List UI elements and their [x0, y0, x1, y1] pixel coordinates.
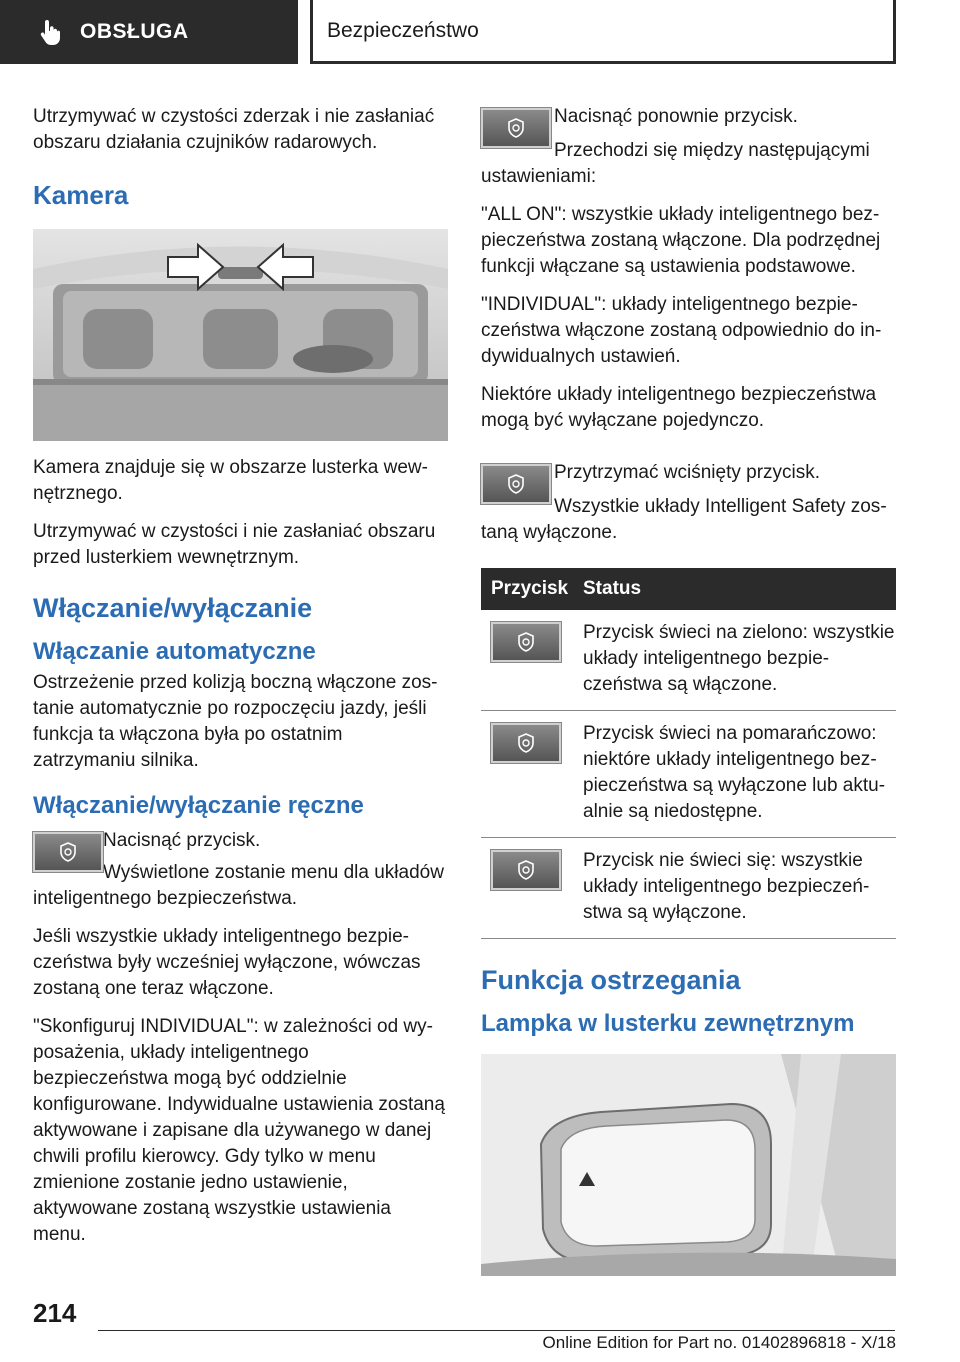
- intelligent-safety-icon: [508, 474, 524, 494]
- status-table-col-status: Status: [581, 568, 896, 610]
- mirror-photo: [481, 1054, 896, 1276]
- table-row: [481, 711, 896, 838]
- hand-pointer-icon: [36, 17, 66, 47]
- manual-paragraph-1: Jeśli wszystkie układy inteligentnego bezpieczeństwa były wcześniej wyłączone, wówczas zostaną one teraz włączone.: [33, 926, 421, 999]
- manual-step-1: [33, 828, 448, 912]
- manual-step-1-text: Nacisnąć przycisk.: [103, 830, 261, 851]
- individual-paragraph: "INDIVIDUAL": układy inteligentnego bezpieczeństwa włączone zostaną odpowiednio do indywidualnych ustawień.: [481, 294, 882, 367]
- step-3: [481, 460, 896, 546]
- manual-paragraph-2: "Skonfiguruj INDIVIDUAL": w zależności od wyposażenia, układy inteligentnego bezpieczeństwa mogą być oddzielnie konfigurowane. Indywidualne ustawienia zostaną aktywowane i zapisane dla używanego w danej chwili profilu kierowcy. Gdy tylko w menu zmienione zostanie jedno ustawienie, aktywowane zostaną wszystkie ustawienia menu.: [33, 1016, 445, 1245]
- status-text: Przycisk świeci na pomarańczowo: niektóre układy inteligentnego bezpieczeństwa są wyłączone lub aktualnie są niedostępne.: [581, 711, 896, 838]
- camera-heading: Kamera: [33, 180, 129, 210]
- intelligent-safety-icon: [60, 842, 76, 862]
- header-section-tab: [0, 0, 298, 64]
- table-row: [481, 610, 896, 711]
- mirror-lamp-heading: Lampka w lusterku zewnętrznym: [481, 1010, 855, 1037]
- header-chapter-label: Bezpieczeństwo: [327, 18, 479, 42]
- step-3-text: Przytrzymać wciśnięty przycisk.: [554, 462, 821, 483]
- warning-function-heading: Funkcja ostrzegania: [481, 965, 741, 995]
- intelligent-safety-button-image: [481, 108, 551, 148]
- intelligent-safety-button-image: [481, 464, 551, 504]
- camera-paragraph-2: Utrzymywać w czystości i nie zasłaniać obszaru przed lusterkiem wewnętrznym.: [33, 521, 436, 568]
- camera-paragraph-1: Kamera znajduje się w obszarze lusterka wewnętrznego.: [33, 457, 428, 504]
- header-section-label: OBSŁUGA: [80, 20, 189, 43]
- status-table-header: [481, 568, 896, 610]
- step-2: [481, 104, 896, 190]
- auto-paragraph: Ostrzeżenie przed kolizją boczną włączone zostanie automatycznie po rozpoczęciu jazdy, jeśli funkcja ta włączona była po ostatnim zatrzymaniu silnika.: [33, 672, 438, 771]
- right-column: [481, 104, 896, 1276]
- single-paragraph: Niektóre układy inteligentnego bezpieczeństwa mogą być wyłączane pojedynczo.: [481, 384, 877, 431]
- step-2-detail: Przechodzi się między następującymi ustawieniami:: [481, 140, 870, 187]
- camera-photo: [33, 229, 448, 441]
- intelligent-safety-icon: [518, 632, 534, 652]
- header-chapter-box: [310, 0, 896, 64]
- table-row: [481, 838, 896, 939]
- auto-heading: Włączanie automatyczne: [33, 638, 316, 665]
- step-3-detail: Wszystkie układy Intelligent Safety zostaną wyłączone.: [481, 496, 887, 543]
- footer-divider: [98, 1330, 895, 1331]
- intro-paragraph: Utrzymywać w czystości zderzak i nie zasłaniać obszaru działania czujników radarowych.: [33, 106, 435, 153]
- all-on-paragraph: "ALL ON": wszystkie układy inteligentnego bezpieczeństwa zostaną włączone. Dla podrzędnej funkcji włączane są ustawienia podstawowe.: [481, 204, 881, 277]
- page-number: 214: [33, 1298, 77, 1328]
- intelligent-safety-icon: [518, 860, 534, 880]
- intelligent-safety-icon: [508, 118, 524, 138]
- intelligent-safety-button-image: [491, 622, 561, 662]
- intelligent-safety-button-image: [491, 723, 561, 763]
- intelligent-safety-icon: [518, 733, 534, 753]
- status-text: Przycisk świeci na zielono: wszystkie układy inteligentnego bezpieczeństwa są włączone.: [581, 610, 896, 711]
- left-column: [33, 104, 448, 1260]
- intelligent-safety-button-image: [33, 832, 103, 872]
- intelligent-safety-button-image: [491, 850, 561, 890]
- step-2-text: Nacisnąć ponownie przycisk.: [554, 106, 798, 127]
- manual-step-1-detail: Wyświetlone zostanie menu dla układów inteligentnego bezpieczeństwa.: [33, 862, 444, 909]
- onoff-heading: Włączanie/wyłączanie: [33, 593, 313, 623]
- footer-edition: Online Edition for Part no. 01402896818 - X/18: [542, 1333, 896, 1352]
- status-text: Przycisk nie świeci się: wszystkie układy inteligentnego bezpieczeństwa są wyłączone.: [581, 838, 896, 939]
- manual-heading: Włączanie/wyłączanie ręczne: [33, 792, 364, 819]
- status-table-col-button: Przycisk: [481, 568, 581, 610]
- status-table: [481, 568, 896, 939]
